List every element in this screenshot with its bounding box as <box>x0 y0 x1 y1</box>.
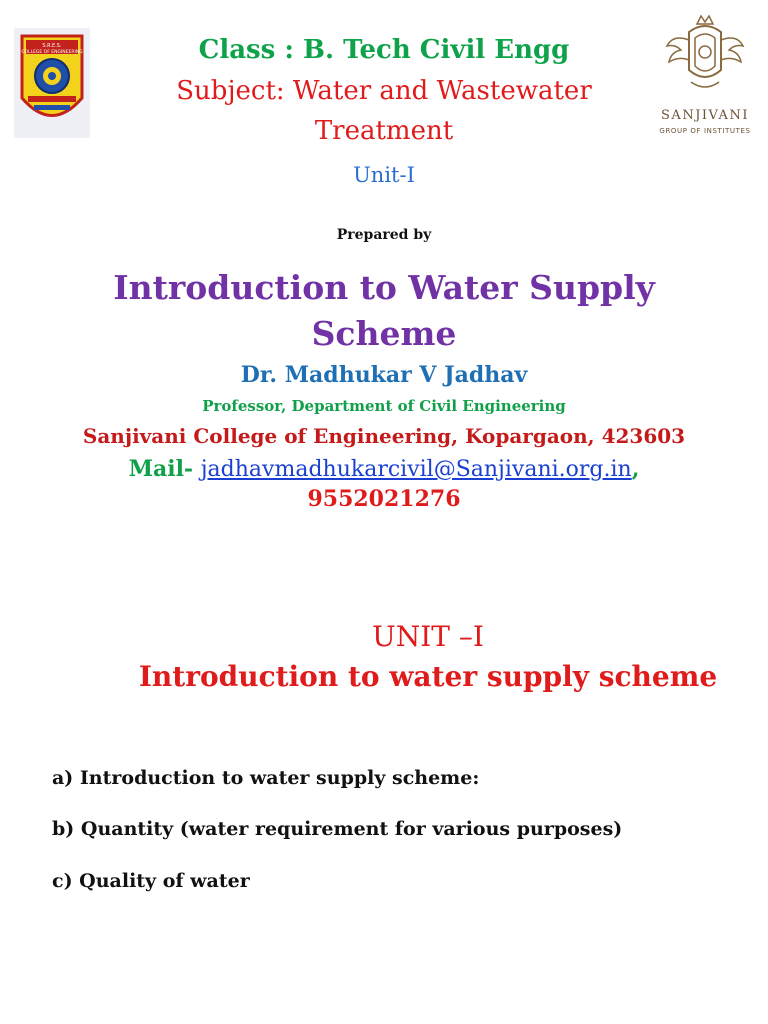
topic-item: a) Introduction to water supply scheme: <box>52 767 480 789</box>
title-line-1: Introduction to Water Supply <box>113 268 655 307</box>
unit-heading: UNIT –I <box>372 620 484 653</box>
college-address: Sanjivani College of Engineering, Kopargaon, 423603 <box>82 424 686 448</box>
unit-subheading: Introduction to water supply scheme <box>138 660 718 693</box>
topic-item: c) Quality of water <box>52 870 250 892</box>
title-line-2: Scheme <box>311 314 457 353</box>
mail-line <box>0 456 768 482</box>
phone-number: 9552021276 <box>307 486 461 512</box>
email-link[interactable]: jadhavmadhukarcivil@Sanjivani.org.in <box>200 457 632 482</box>
mail-label: Mail- <box>128 456 201 482</box>
subject-line-1: Subject: Water and Wastewater <box>176 76 592 106</box>
mail-comma: , <box>631 456 640 482</box>
prepared-by: Prepared by <box>336 227 432 243</box>
brand-subtitle: GROUP OF INSTITUTES <box>659 127 751 135</box>
svg-text:COLLEGE OF ENGINEERING: COLLEGE OF ENGINEERING <box>21 50 83 55</box>
class-line: Class : B. Tech Civil Engg <box>198 35 570 65</box>
brand-name: SANJIVANI <box>661 108 749 123</box>
author-position: Professor, Department of Civil Engineering <box>202 397 566 415</box>
subject-line-2: Treatment <box>314 116 454 146</box>
svg-text:S.R.E.S.: S.R.E.S. <box>42 43 62 49</box>
author-name: Dr. Madhukar V Jadhav <box>240 362 528 388</box>
topic-item: b) Quantity (water requirement for various purposes) <box>52 818 623 840</box>
unit-line: Unit-I <box>353 163 415 187</box>
